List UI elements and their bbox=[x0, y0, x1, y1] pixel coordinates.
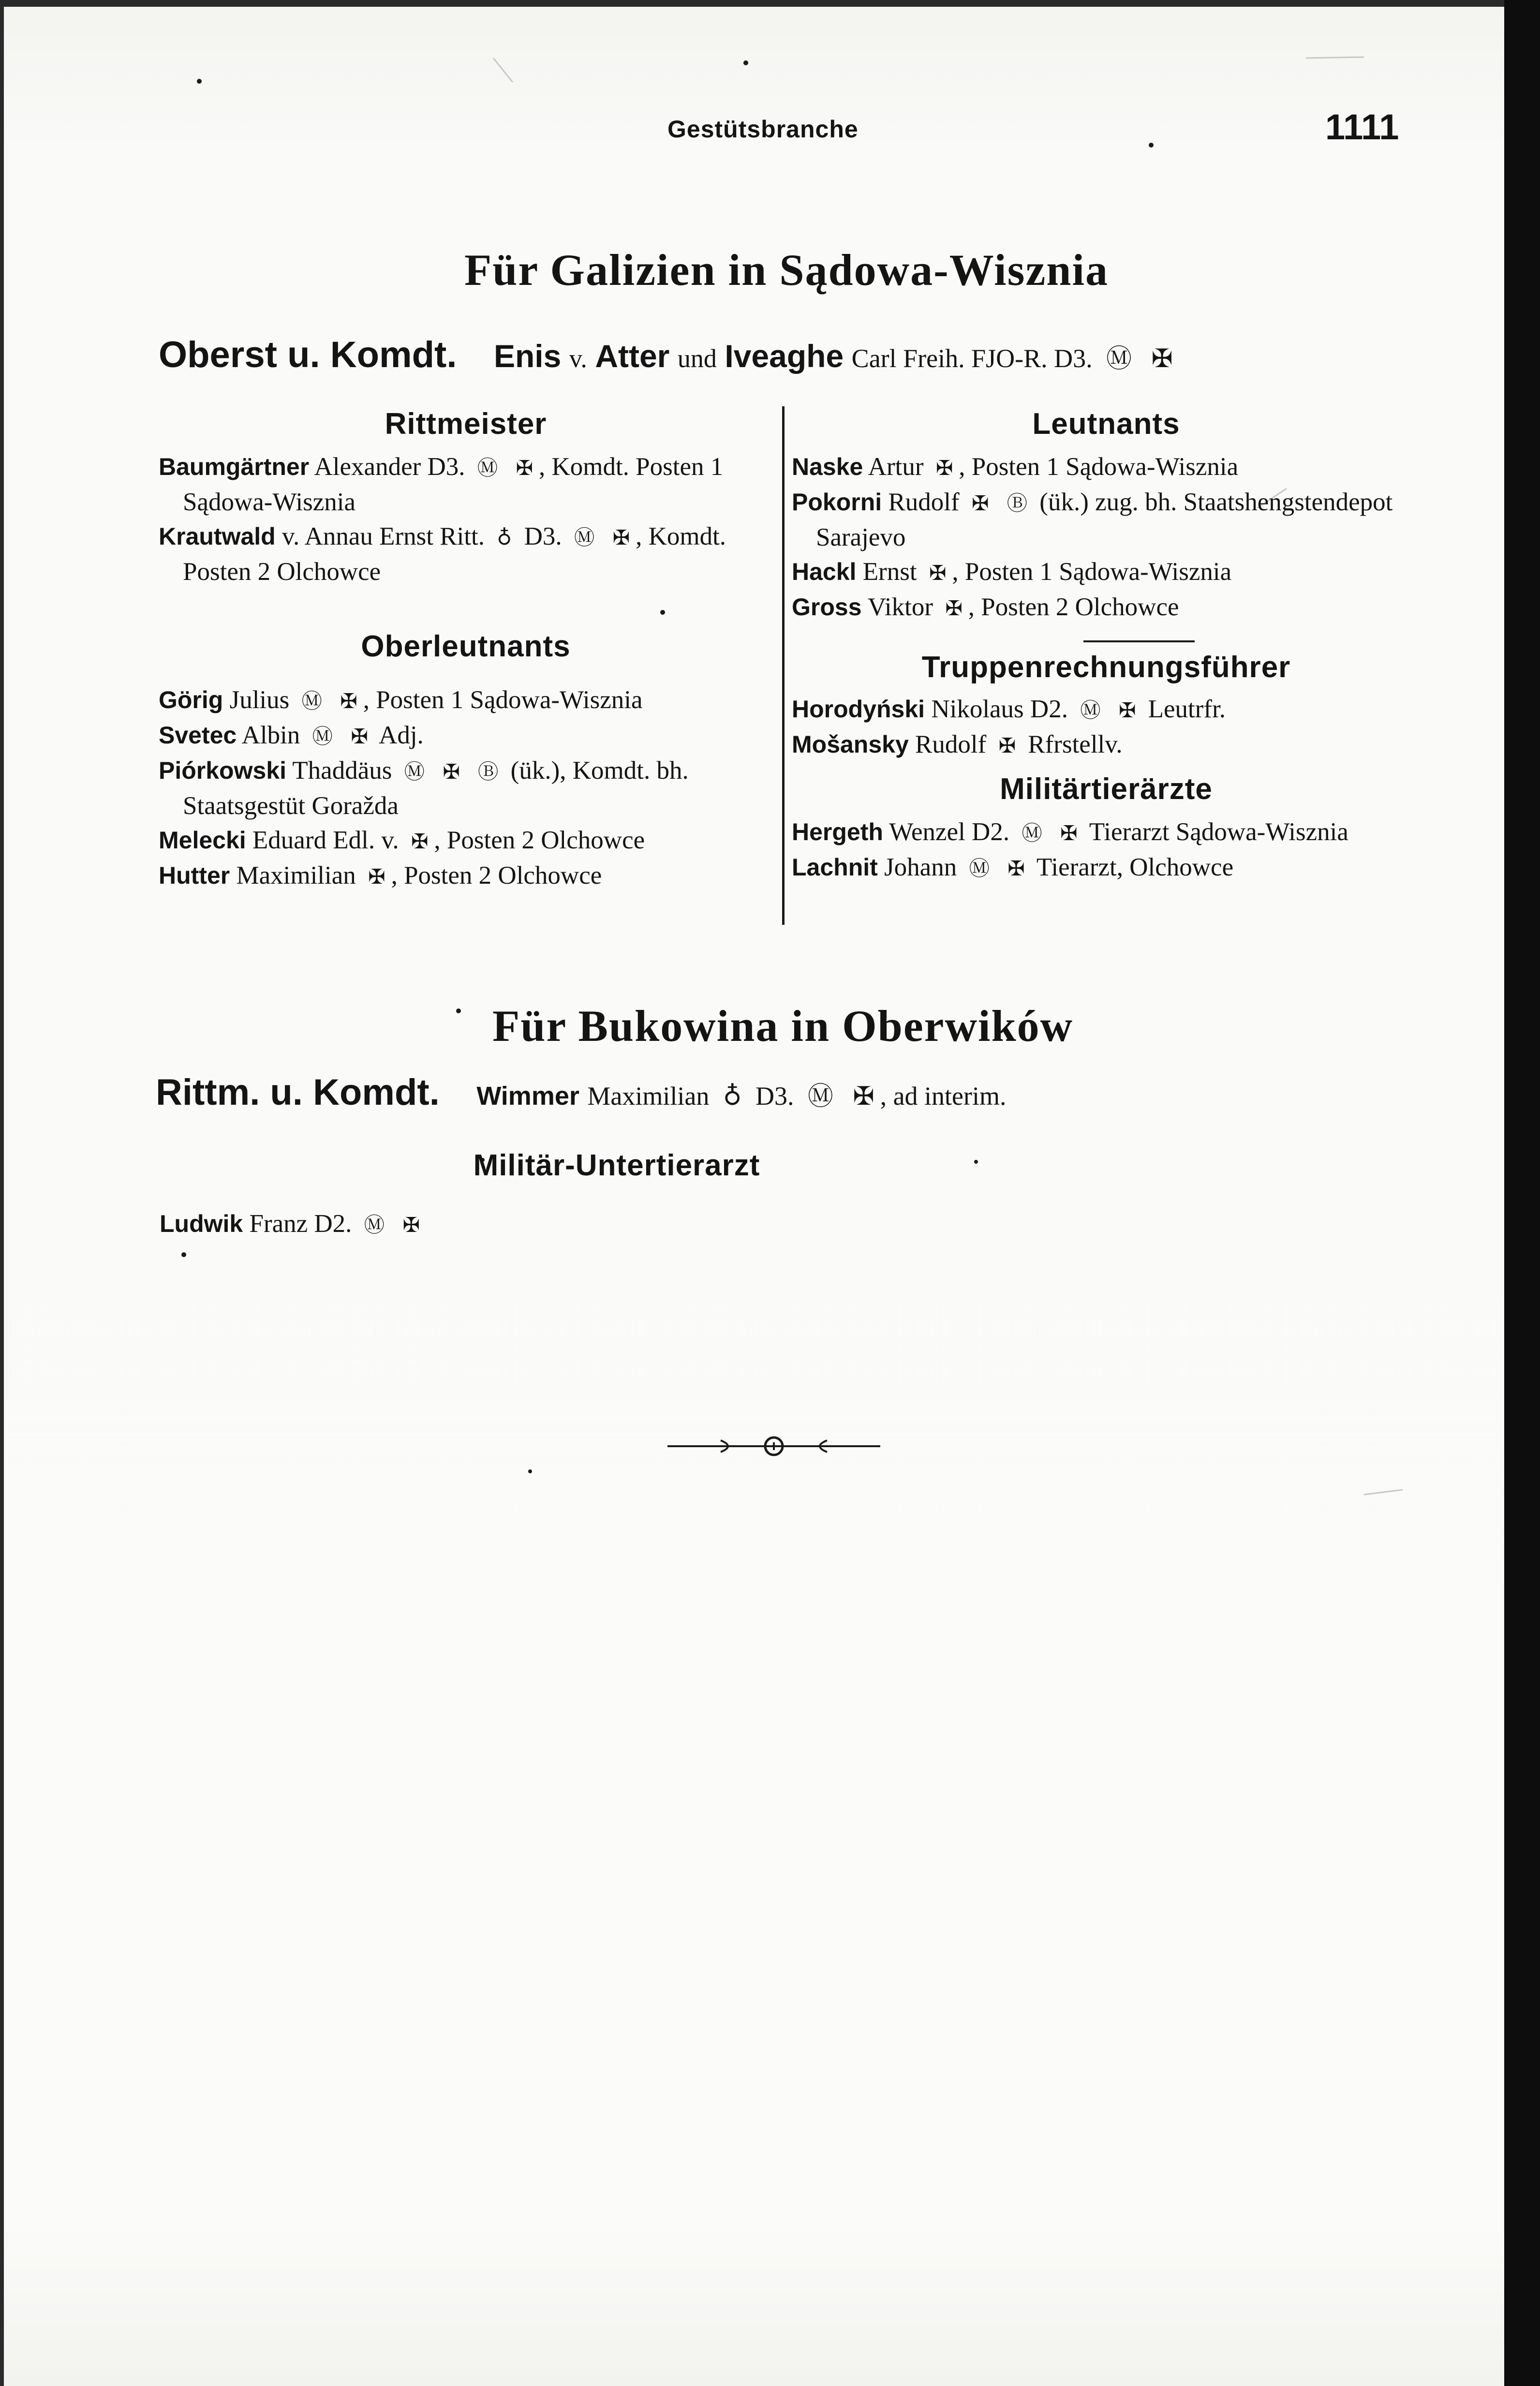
entry-pokorni bbox=[792, 485, 1421, 555]
commander-given-name: Maximilian bbox=[587, 1082, 710, 1111]
heading-untertierarzt: Militär-Untertierarzt bbox=[473, 1149, 760, 1182]
entry-text: Albin bbox=[241, 721, 300, 749]
entry-text: Artur bbox=[868, 453, 924, 481]
entry-tail: , Posten 2 Olchowce bbox=[434, 826, 645, 854]
entry-melecki bbox=[159, 823, 773, 859]
page-number: 1111 bbox=[1325, 107, 1399, 147]
commander-rank: Oberst u. Komdt. bbox=[159, 334, 457, 375]
entry-name: Svetec bbox=[159, 722, 237, 749]
cross-icon: ✠ bbox=[853, 1082, 874, 1111]
entry-text: Julius bbox=[229, 686, 290, 714]
cross-icon: ✠ bbox=[612, 526, 630, 549]
commander-rank-class: D3. bbox=[755, 1082, 794, 1111]
entry-goerig bbox=[159, 683, 773, 718]
entry-text: Viktor bbox=[867, 593, 933, 621]
entry-name: Lachnit bbox=[792, 854, 878, 881]
commander-iveaghe: Iveaghe bbox=[725, 338, 844, 374]
heading-leutnants: Leutnants bbox=[1032, 407, 1180, 441]
heading-truppenrechnungsfuehrer: Truppenrechnungsführer bbox=[921, 651, 1291, 684]
entry-svetec bbox=[159, 718, 773, 754]
entry-tail: (ük.) zug. bh. Staatshengstendepot Sarajevo bbox=[816, 488, 1393, 551]
running-head: Gestütsbranche bbox=[667, 116, 859, 143]
entry-tail: , Komdt. Posten 2 Olchowce bbox=[183, 522, 726, 586]
cross-icon: ✠ bbox=[929, 561, 947, 585]
cross-icon: ✠ bbox=[1118, 698, 1136, 722]
entry-name: Görig bbox=[159, 686, 223, 713]
entry-name: Hutter bbox=[159, 862, 230, 889]
column-divider bbox=[782, 406, 785, 925]
entry-krautwald bbox=[159, 519, 773, 589]
entry-name: Mošansky bbox=[792, 731, 909, 758]
cross-icon: ✠ bbox=[998, 734, 1016, 757]
entry-tail: Tierarzt Sądowa-Wisznia bbox=[1089, 818, 1348, 846]
commander-details: Carl Freih. FJO-R. D3. bbox=[851, 344, 1093, 373]
entry-baumgaertner bbox=[159, 450, 773, 519]
cross-icon: ✠ bbox=[1151, 344, 1173, 373]
bukowina-column bbox=[160, 1139, 1030, 1242]
entry-tail: , Komdt. Posten 1 Sądowa-Wisznia bbox=[183, 453, 724, 516]
entry-mid: D3. bbox=[524, 522, 562, 550]
entry-tail: , Posten 2 Olchowce bbox=[391, 861, 602, 889]
entry-tail: , Posten 1 Sądowa-Wisznia bbox=[363, 686, 643, 714]
cross-icon: ✠ bbox=[516, 456, 533, 480]
cross-icon: ✠ bbox=[1007, 857, 1025, 880]
entry-text: Rudolf bbox=[888, 488, 960, 516]
cross-icon: ✠ bbox=[935, 456, 953, 480]
entry-text: Eduard Edl. v. bbox=[252, 826, 399, 854]
commander-v: v. bbox=[569, 344, 587, 373]
m-medal-icon: Ⓜ bbox=[969, 857, 990, 880]
entry-text: Ernst bbox=[862, 558, 917, 586]
entry-text: Franz D2. bbox=[249, 1210, 352, 1238]
heading-militaertieraerzte: Militärtierärzte bbox=[1000, 772, 1213, 806]
entry-text: Nikolaus D2. bbox=[931, 695, 1068, 723]
commander-surname: Enis bbox=[493, 338, 562, 374]
short-rule bbox=[1083, 640, 1195, 642]
cross-icon: ✠ bbox=[351, 725, 368, 748]
entry-text: Maximilian bbox=[236, 861, 356, 889]
cross-icon: ✠ bbox=[340, 689, 357, 713]
commander-und: und bbox=[677, 344, 717, 373]
entry-text: v. Annau Ernst Ritt. bbox=[281, 522, 485, 550]
m-medal-icon: Ⓜ bbox=[1080, 698, 1101, 722]
commander-atter: Atter bbox=[595, 338, 670, 374]
medal-icon: ♁ bbox=[497, 526, 512, 549]
entry-text: Thaddäus bbox=[292, 756, 392, 785]
m-medal-icon: Ⓜ bbox=[404, 760, 425, 784]
entry-name: Horodyński bbox=[792, 696, 925, 723]
entry-name: Naske bbox=[792, 453, 863, 480]
cross-icon: ✠ bbox=[945, 596, 962, 620]
entry-name: Baumgärtner bbox=[159, 453, 310, 480]
entry-tail: Tierarzt, Olchowce bbox=[1036, 853, 1234, 881]
entry-name: Pokorni bbox=[792, 489, 882, 516]
entry-naske bbox=[792, 450, 1421, 485]
entry-text: Johann bbox=[884, 853, 957, 881]
entry-name: Hergeth bbox=[792, 818, 883, 845]
entry-tail: (ük.), Komdt. bh. Staatsgestüt Goražda bbox=[183, 756, 689, 820]
entry-gross bbox=[792, 590, 1421, 625]
commander-rank: Rittm. u. Komdt. bbox=[156, 1072, 440, 1113]
entry-tail: , Posten 1 Sądowa-Wisznia bbox=[952, 558, 1232, 586]
left-column bbox=[159, 398, 773, 894]
m-medal-icon: Ⓜ bbox=[364, 1213, 385, 1237]
entry-lachnit bbox=[792, 850, 1421, 886]
m-medal-icon: Ⓜ bbox=[1022, 821, 1042, 845]
entry-text: Rudolf bbox=[915, 730, 987, 758]
section-title-bukowina: Für Bukowina in Oberwików bbox=[492, 1001, 1074, 1051]
cross-icon: ✠ bbox=[971, 491, 989, 515]
entry-hergeth bbox=[792, 815, 1421, 850]
m-medal-icon: Ⓜ bbox=[808, 1082, 833, 1111]
section-title-galizien: Für Galizien in Sądowa-Wisznia bbox=[464, 245, 1109, 295]
cross-icon: ✠ bbox=[411, 830, 429, 853]
entry-mosansky bbox=[792, 727, 1421, 763]
entry-name: Melecki bbox=[159, 827, 246, 854]
entry-ludwik bbox=[160, 1207, 1030, 1242]
entry-horodynski bbox=[792, 692, 1421, 727]
cross-icon: ✠ bbox=[1060, 821, 1078, 845]
heading-rittmeister: Rittmeister bbox=[385, 407, 547, 441]
cross-icon: ✠ bbox=[443, 760, 460, 784]
entry-tail: Adj. bbox=[379, 721, 424, 749]
entry-tail: , Posten 1 Sądowa-Wisznia bbox=[959, 453, 1239, 481]
m-medal-icon: Ⓜ bbox=[301, 689, 322, 713]
entry-hutter bbox=[159, 859, 773, 894]
b-medal-icon: Ⓑ bbox=[478, 760, 499, 784]
entry-tail: Rfrstellv. bbox=[1028, 730, 1123, 758]
commander-surname: Wimmer bbox=[476, 1082, 579, 1111]
b-medal-icon: Ⓑ bbox=[1007, 491, 1028, 515]
entry-name: Hackl bbox=[792, 558, 857, 585]
medal-icon: ♁ bbox=[723, 1082, 742, 1111]
entry-text: Alexander D3. bbox=[314, 453, 465, 481]
m-medal-icon: Ⓜ bbox=[312, 725, 333, 748]
entry-name: Ludwik bbox=[160, 1210, 243, 1237]
entry-hackl bbox=[792, 555, 1421, 590]
ornament-divider-icon bbox=[667, 1432, 880, 1461]
bukowina-commander bbox=[156, 1071, 1007, 1113]
entry-piorkowski bbox=[159, 754, 773, 823]
cross-icon: ✠ bbox=[402, 1213, 420, 1237]
galizien-commander bbox=[159, 334, 1179, 376]
m-medal-icon: Ⓜ bbox=[574, 526, 595, 549]
m-medal-icon: Ⓜ bbox=[1106, 344, 1132, 373]
m-medal-icon: Ⓜ bbox=[477, 456, 498, 480]
heading-oberleutnants: Oberleutnants bbox=[361, 630, 571, 663]
entry-tail: Leutrfr. bbox=[1148, 695, 1226, 723]
entry-name: Krautwald bbox=[159, 523, 276, 550]
entry-name: Gross bbox=[792, 593, 862, 621]
cross-icon: ✠ bbox=[368, 865, 385, 889]
entry-name: Piórkowski bbox=[159, 757, 286, 784]
entry-tail: , Posten 2 Olchowce bbox=[968, 593, 1179, 621]
commander-tail: , ad interim. bbox=[880, 1082, 1007, 1111]
entry-text: Wenzel D2. bbox=[889, 818, 1010, 846]
